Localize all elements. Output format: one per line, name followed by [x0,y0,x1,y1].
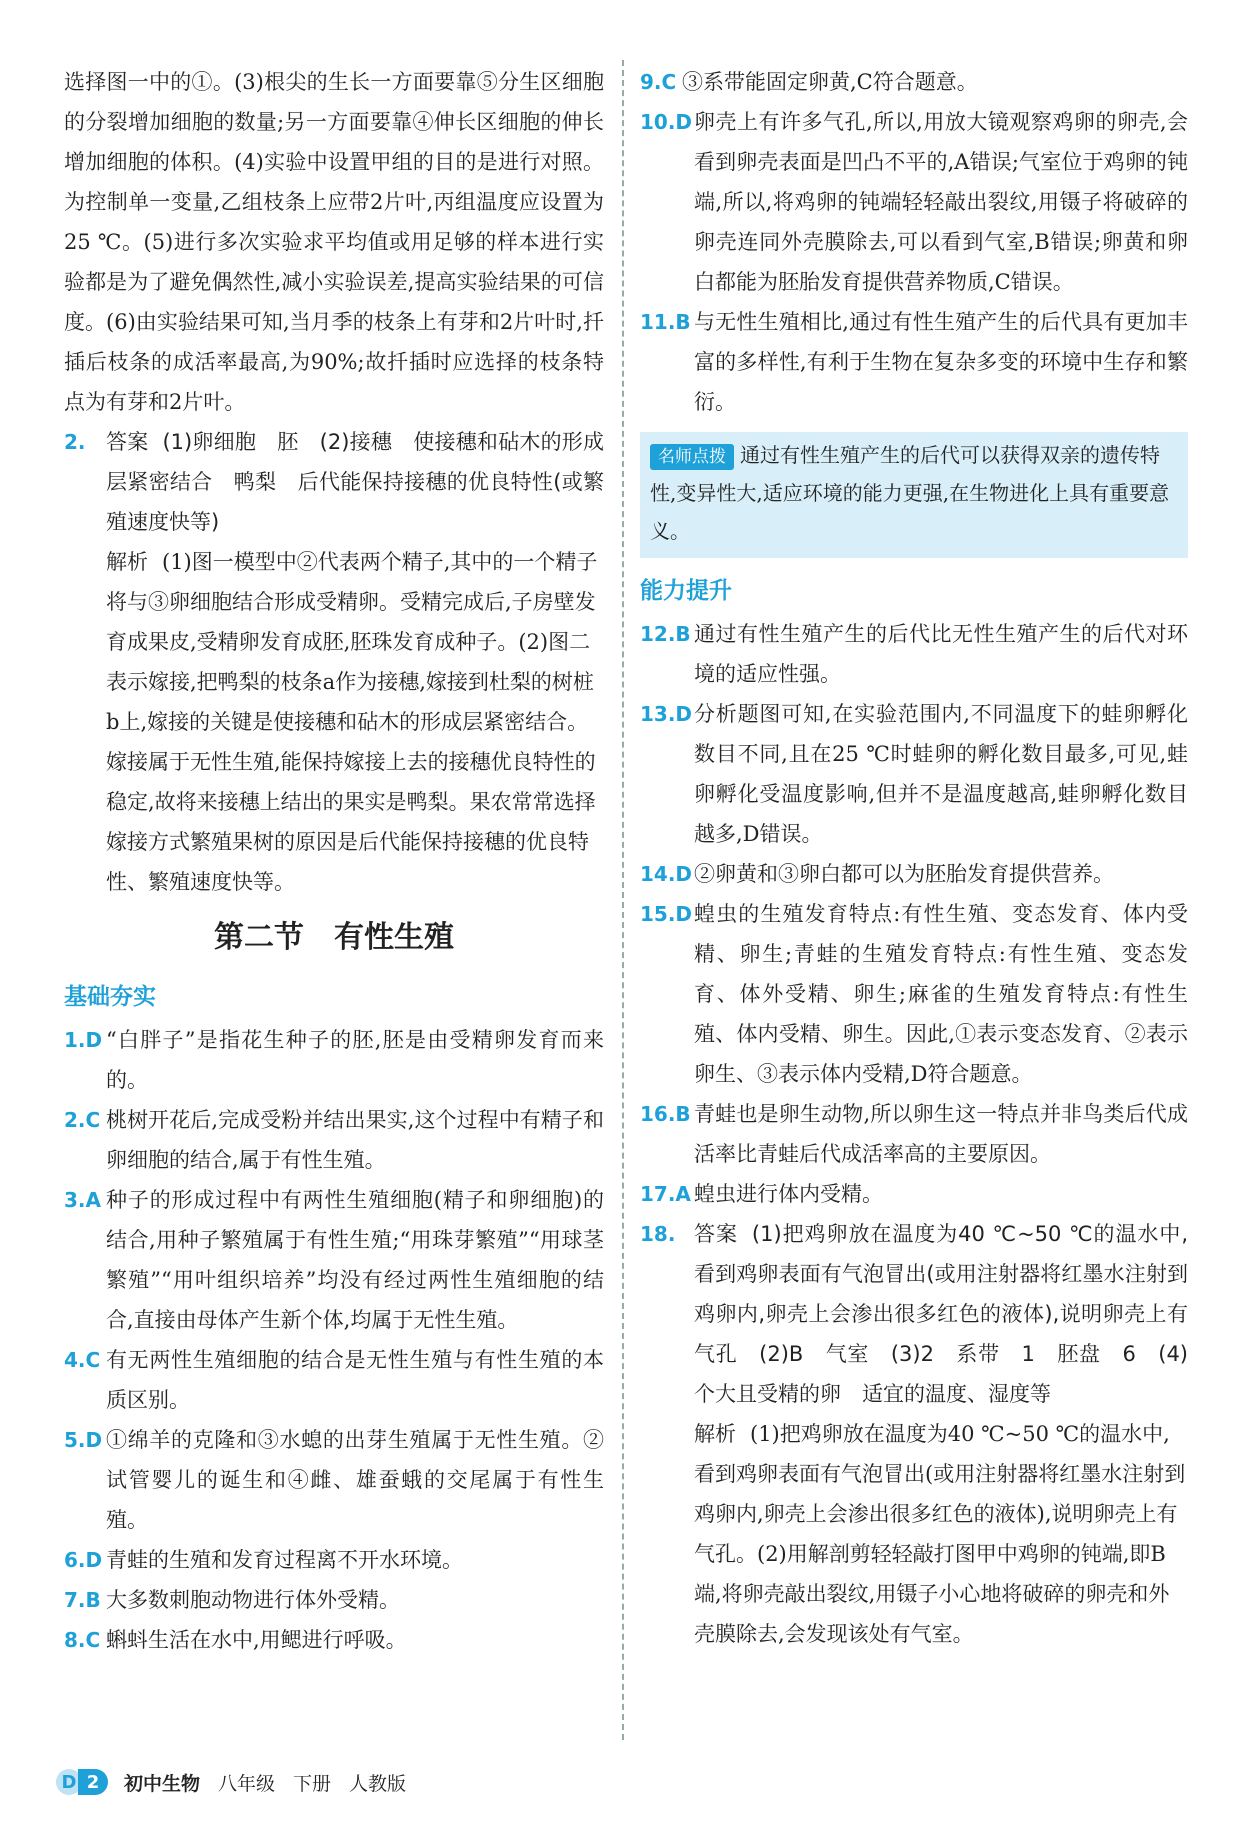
item-number: 8.C [64,1628,101,1652]
items-list-b [640,614,1188,1214]
item-text: 卵壳上有许多气孔,所以,用放大镜观察鸡卵的卵壳,会看到卵壳表面是凹凸不平的,A错误;气室位于鸡卵的钝端,所以,将鸡卵的钝端轻轻敲出裂纹,用镊子将破碎的卵壳连同外壳膜除去,可以看到气室,B错误;卵黄和卵白都能为胚胎发育提供营养物质,C错误。 [694,110,1188,294]
item-text: 分析题图可知,在实验范围内,不同温度下的蛙卵孵化数目不同,且在25 ℃时蛙卵的孵化数目最多,可见,蛙卵孵化受温度影响,但并不是温度越高,蛙卵孵化数目越多,D错误。 [694,702,1188,846]
right-column [640,62,1188,1654]
item-text: 种子的形成过程中有两性生殖细胞(精子和卵细胞)的结合,用种子繁殖属于有性生殖;“用珠芽繁殖”“用球茎繁殖”“用叶组织培养”均没有经过两性生殖细胞的结合,直接由母体产生新个体,均属于无性生殖。 [106,1188,604,1332]
tip-badge: 名师点拨 [650,444,734,470]
footer-volume: 下册 [293,1772,332,1795]
answer-item [640,894,1188,1094]
item-number: 4.C [64,1348,101,1372]
item-number: 3.A [64,1188,101,1212]
item-number: 9.C [640,70,677,94]
item-text: ①绵羊的克隆和③水螅的出芽生殖属于无性生殖。②试管婴儿的诞生和④雌、雄蚕蛾的交尾属于有性生殖。 [106,1428,604,1532]
ability-heading: 能力提升 [640,578,732,604]
q18-analysis [640,1414,1188,1654]
item-text: 蝗虫的生殖发育特点:有性生殖、变态发育、体内受精、卵生;青蛙的生殖发育特点:有性生殖、变态发育、体外受精、卵生;麻雀的生殖发育特点:有性生殖、体内受精、卵生。因此,①表示变态发育、②表示卵生、③表示体内受精,D符合题意。 [694,902,1188,1086]
footer-grade: 八年级 [218,1772,276,1795]
answer-item [640,1094,1188,1174]
q2-answer [64,422,604,542]
answer-item [64,1540,604,1580]
teacher-tip-box [640,432,1188,558]
answer-item [64,1100,604,1180]
answer-item [64,1180,604,1340]
page-number: 2 [78,1769,108,1795]
answer-item [640,1174,1188,1214]
answer-tag: 答案 [694,1222,738,1246]
item-text: ②卵黄和③卵白都可以为胚胎发育提供营养。 [694,862,1114,886]
page-footer [56,1764,406,1800]
answer-item [64,1020,604,1100]
items-list-a [640,62,1188,422]
item-text: “白胖子”是指花生种子的胚,胚是由受精卵发育而来的。 [106,1028,604,1092]
answer-item [640,854,1188,894]
item-number: 1.D [64,1028,103,1052]
item-number: 10.D [640,110,693,134]
answer-tag: 答案 [106,430,149,454]
item-text: 与无性生殖相比,通过有性生殖产生的后代具有更加丰富的多样性,有利于生物在复杂多变的环境中生存和繁衍。 [694,310,1188,414]
basic-items-list [64,1020,604,1660]
footer-edition: 人教版 [349,1772,407,1795]
footer-letter: D [56,1769,82,1795]
item-text: 桃树开花后,完成受粉并结出果实,这个过程中有精子和卵细胞的结合,属于有性生殖。 [106,1108,604,1172]
item-number: 17.A [640,1182,691,1206]
answer-item [64,1420,604,1540]
item-number: 16.B [640,1102,691,1126]
item-text: ③系带能固定卵黄,C符合题意。 [682,70,978,94]
answer-item [64,1340,604,1420]
answer-item [640,102,1188,302]
q1-continuation: 选择图一中的①。(3)根尖的生长一方面要靠⑤分生区细胞的分裂增加细胞的数量;另一方面要靠④伸长区细胞的伸长增加细胞的体积。(4)实验中设置甲组的目的是进行对照。为控制单一变量,乙组枝条上应带2片叶,丙组温度应设置为25 ℃。(5)进行多次实验求平均值或用足够的样本进行实验都是为了避免偶然性,减小实验误差,提高实验结果的可信度。(6)由实验结果可知,当月季的枝条上有芽和2片叶时,扦插后枝条的成活率最高,为90%;故扦插时应选择的枝条特点为有芽和2片叶。 [64,70,604,414]
column-divider [622,60,624,1740]
answer-item [640,302,1188,422]
analysis-tag: 解析 [106,550,148,574]
analysis-tag: 解析 [694,1422,736,1446]
left-column [64,62,604,1660]
item-text: 蝗虫进行体内受精。 [694,1182,883,1206]
item-number: 2.C [64,1108,101,1132]
item-number: 5.D [64,1428,103,1452]
item-text: 大多数刺胞动物进行体外受精。 [106,1588,400,1612]
q2-analysis-text: (1)图一模型中②代表两个精子,其中的一个精子将与③卵细胞结合形成受精卵。受精完成后,子房壁发育成果皮,受精卵发育成胚,胚珠发育成种子。(2)图二表示嫁接,把鸭梨的枝条a作为接穗,嫁接到杜梨的树桩b上,嫁接的关键是使接穗和砧木的形成层紧密结合。嫁接属于无性生殖,能保持嫁接上去的接穗优良特性的稳定,故将来接穗上结出的果实是鸭梨。果农常常选择嫁接方式繁殖果树的原因是后代能保持接穗的优良特性、繁殖速度快等。 [106,550,598,894]
q18-analysis-text: (1)把鸡卵放在温度为40 ℃~50 ℃的温水中,看到鸡卵表面有气泡冒出(或用注射器将红墨水注射到鸡卵内,卵壳上会渗出很多红色的液体),说明卵壳上有气孔。(2)用解剖剪轻轻敲打图甲中鸡卵的钝端,即B端,将卵壳敲出裂纹,用镊子小心地将破碎的卵壳和外壳膜除去,会发现该处有气室。 [694,1422,1186,1646]
q18-answer [640,1214,1188,1414]
tip-text: 通过有性生殖产生的后代可以获得双亲的遗传特性,变异性大,适应环境的能力更强,在生物进化上具有重要意义。 [650,443,1170,543]
item-number: 11.B [640,310,691,334]
answer-item [640,62,1188,102]
q18-answer-text: (1)把鸡卵放在温度为40 ℃~50 ℃的温水中,看到鸡卵表面有气泡冒出(或用注射器将红墨水注射到鸡卵内,卵壳上会渗出很多红色的液体),说明卵壳上有气孔 (2)B 气室 (3)2 系带 1 胚盘 6 (4)个大且受精的卵 适宜的温度、湿度等 [694,1222,1189,1406]
item-text: 有无两性生殖细胞的结合是无性生殖与有性生殖的本质区别。 [106,1348,604,1412]
item-number: 15.D [640,902,693,926]
item-number: 7.B [64,1588,101,1612]
item-number: 6.D [64,1548,103,1572]
answer-item [640,694,1188,854]
item-number: 14.D [640,862,693,886]
item-text: 青蛙的生殖和发育过程离不开水环境。 [106,1548,463,1572]
q2-analysis [64,542,604,902]
q2-number: 2. [64,430,86,454]
item-text: 蝌蚪生活在水中,用鳃进行呼吸。 [106,1628,407,1652]
item-number: 12.B [640,622,691,646]
item-text: 通过有性生殖产生的后代比无性生殖产生的后代对环境的适应性强。 [694,622,1188,686]
item-number: 13.D [640,702,693,726]
q18-number: 18. [640,1222,676,1246]
answer-item [64,1580,604,1620]
item-text: 青蛙也是卵生动物,所以卵生这一特点并非鸟类后代成活率比青蛙后代成活率高的主要原因。 [694,1102,1188,1166]
answer-item [640,614,1188,694]
footer-subject: 初中生物 [124,1772,201,1795]
q2-answer-text: (1)卵细胞 胚 (2)接穗 使接穗和砧木的形成层紧密结合 鸭梨 后代能保持接穗的优良特性(或繁殖速度快等) [106,430,605,534]
section-title: 第二节 有性生殖 [214,920,454,955]
basic-heading: 基础夯实 [64,984,156,1010]
answer-item [64,1620,604,1660]
